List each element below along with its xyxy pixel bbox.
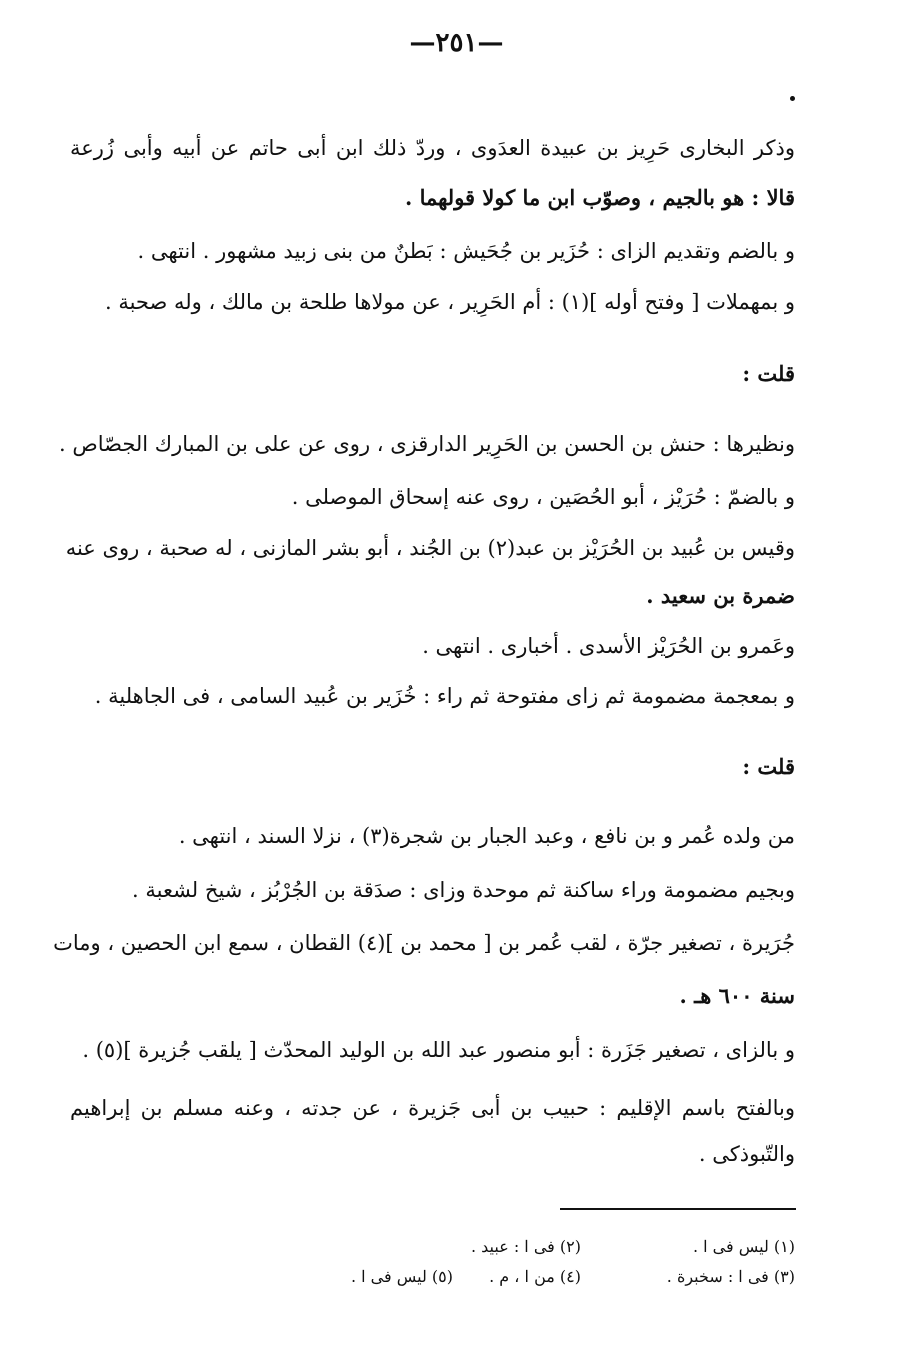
text-line: و بالضمّ : حُرَيْز ، أبو الحُصَين ، روى عنه إسحاق الموصلى . <box>291 485 795 509</box>
footnote-2: (٢) فى ا : عبيد . <box>470 1237 581 1256</box>
footnote-5: (٥) ليس فى ا . <box>350 1267 453 1286</box>
text-line: من ولده عُمر و بن نافع ، وعبد الجبار بن شجرة(٣) ، نزلا السند ، انتهى . <box>178 824 795 848</box>
text-line: سنة ٦٠٠ هـ . <box>679 983 795 1008</box>
footnote-3: (٣) فى ا : سخبرة . <box>666 1267 795 1286</box>
section-heading: قلت : <box>742 361 795 386</box>
footnote-1: (١) ليس فى ا . <box>692 1237 795 1256</box>
text-line: وقيس بن عُبيد بن الحُرَيْز بن عبد(٢) بن الجُند ، أبو بشر المازنى ، له صحبة ، روى عنه <box>65 536 795 560</box>
text-line: وعَمرو بن الحُرَيْز الأسدى . أخبارى . انتهى . <box>422 634 795 658</box>
section-heading: قلت : <box>742 754 795 779</box>
page-number: —٢٥١— <box>409 28 504 58</box>
text-line: قالا : هو بالجيم ، وصوّب ابن ما كولا قولهما . <box>404 185 795 210</box>
text-line: و بالزاى ، تصغير جَزَرة : أبو منصور عبد الله بن الوليد المحدّث [ يلقب جُزيرة ](٥) . <box>82 1038 795 1062</box>
text-line: وذكر البخارى حَرِيز بن عبيدة العدَوى ، وردّ ذلك ابن أبى حاتم عن أبيه وأبى زُرعة <box>70 136 795 160</box>
text-line: والتّبوذكى . <box>698 1142 795 1166</box>
footnote-4: (٤) من ا ، م . <box>489 1267 581 1286</box>
footnote-divider <box>560 1208 796 1210</box>
ink-dot <box>790 96 795 101</box>
text-line: وبجيم مضمومة وراء ساكنة ثم موحدة وزاى : صدَقة بن الجُرْبُز ، شيخ لشعبة . <box>132 878 795 902</box>
text-line: وبالفتح باسم الإقليم : حبيب بن أبى جَزيرة ، عن جدته ، وعنه مسلم بن إبراهيم <box>70 1096 795 1120</box>
text-line: جُرَيرة ، تصغير جرّة ، لقب عُمر بن [ محمد بن ](٤) القطان ، سمع ابن الحصين ، ومات <box>53 931 795 955</box>
text-line: و بالضم وتقديم الزاى : حُزَير بن جُحَيش : بَطنٌ من بنى زبيد مشهور . انتهى . <box>137 239 795 263</box>
text-line: ضمرة بن سعيد . <box>646 583 795 608</box>
text-line: ونظيرها : حنش بن الحسن بن الحَرِير الدارقزى ، روى عن على بن المبارك الجصّاص . <box>58 432 795 456</box>
text-line: و بمعجمة مضمومة ثم زاى مفتوحة ثم راء : خُزَير بن عُبيد السامى ، فى الجاهلية . <box>94 684 795 708</box>
text-line: و بمهملات [ وفتح أوله ](١) : أم الحَرِير ، عن مولاها طلحة بن مالك ، وله صحبة . <box>104 290 795 314</box>
